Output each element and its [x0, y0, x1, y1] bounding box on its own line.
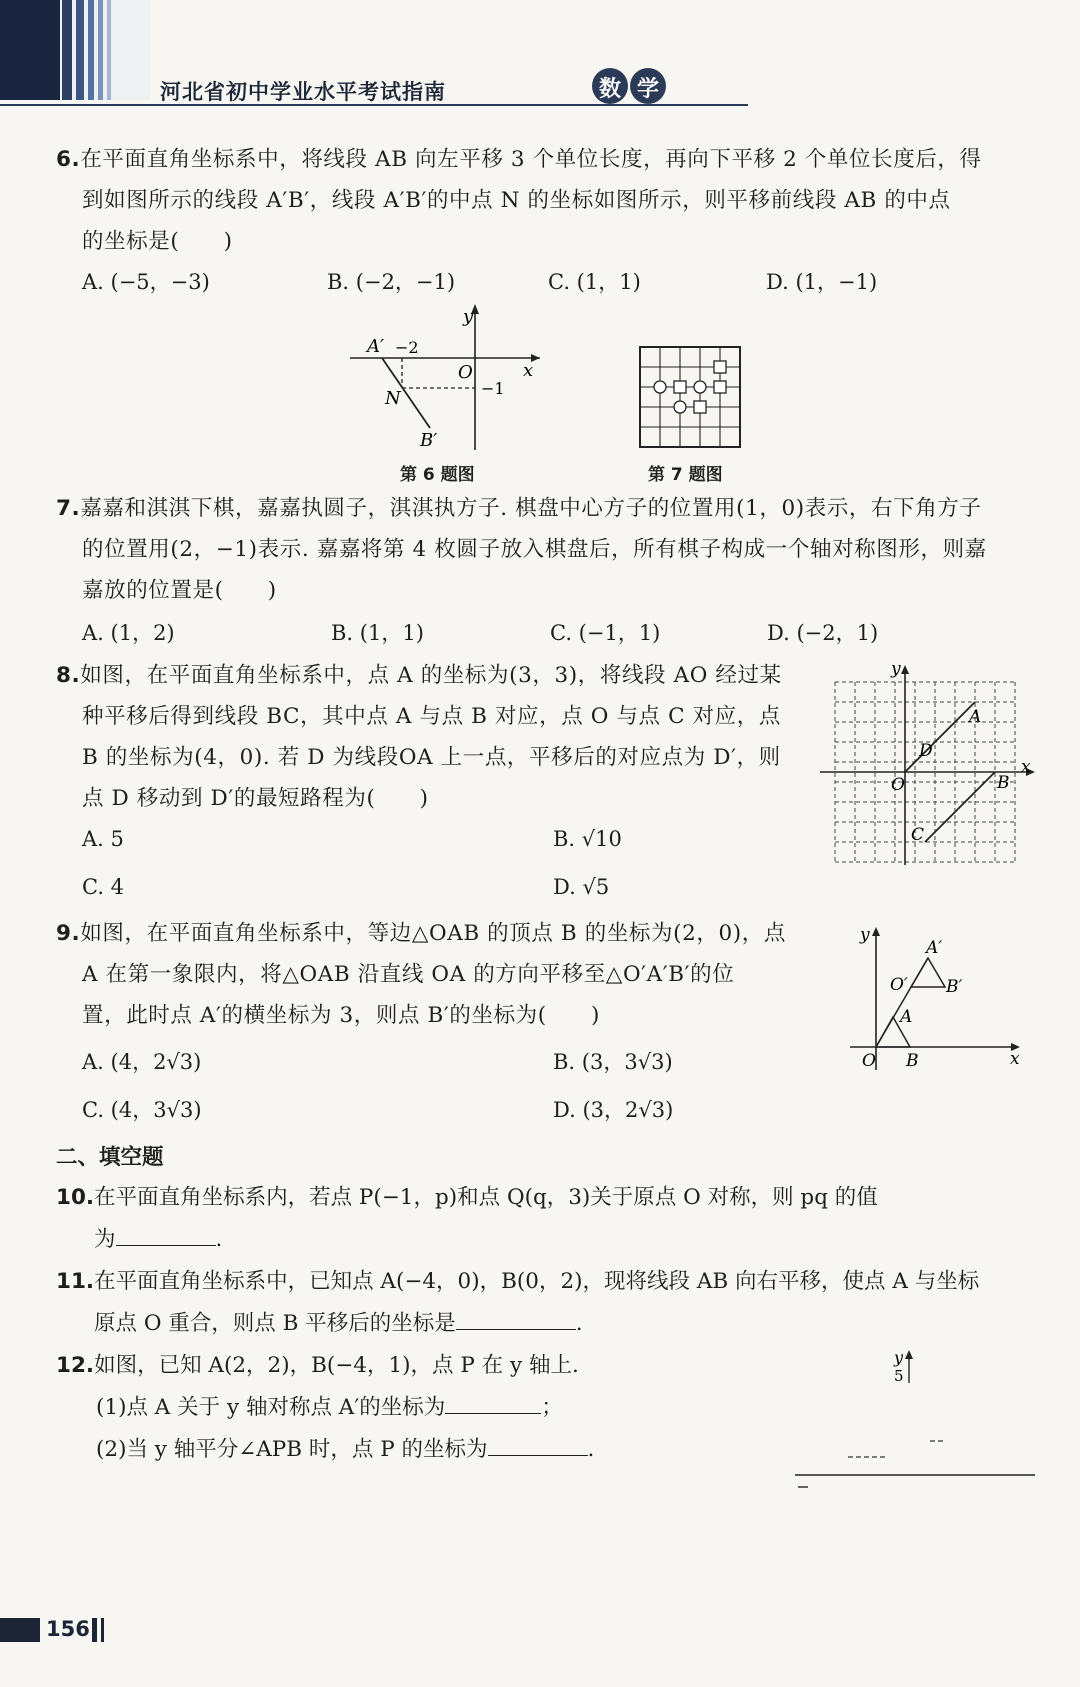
q7-number: 7.	[56, 496, 81, 521]
chess-square-piece	[714, 361, 726, 373]
fig6-b-prime-label: B′	[420, 430, 438, 451]
section-fill-in-heading: 二、填空题	[56, 1145, 164, 1170]
question-6	[56, 139, 1046, 262]
fig9-o-label: O	[862, 1051, 876, 1071]
q9-figure	[850, 920, 1030, 1075]
fig6-y-label: y	[463, 306, 474, 327]
q9-number: 9.	[56, 921, 81, 946]
q8-line-4: 点 D 移动到 D′的最短路程为( )	[82, 786, 429, 811]
q9-option-c: C. (4，3√3)	[82, 1098, 202, 1122]
question-10-line-1	[56, 1180, 878, 1211]
q9-line-1: 如图，在平面直角坐标系中，等边△OAB 的顶点 B 的坐标为(2，0)，点	[80, 921, 786, 946]
q8-line-2: 种平移后得到线段 BC，其中点 A 与点 B 对应，点 O 与点 C 对应，点	[82, 704, 781, 729]
q11-text-1: 在平面直角坐标系中，已知点 A(−4，0)，B(0，2)，现将线段 AB 向右平移，使点 A 与坐标	[94, 1269, 980, 1294]
q9-option-b: B. (3，3√3)	[553, 1050, 673, 1074]
fig8-d-label: D	[919, 741, 933, 761]
header-title: 河北省初中学业水平考试指南	[160, 80, 446, 104]
q7-line-1: 嘉嘉和淇淇下棋，嘉嘉执圆子，淇淇执方子. 棋盘中心方子的位置用(1，0)表示，右下角方子	[80, 496, 982, 521]
q8-option-c: C. 4	[82, 875, 125, 899]
q8-option-a: A. 5	[82, 827, 124, 851]
q8-figure	[815, 660, 1040, 870]
fig6-a-prime-label: A′	[367, 336, 385, 357]
q6-line-1: 在平面直角坐标系中，将线段 AB 向左平移 3 个单位长度，再向下平移 2 个单位长度后，得	[80, 147, 982, 172]
fig8-c-label: C	[911, 825, 925, 845]
fig6-neg2-label: −2	[395, 338, 419, 357]
q7-option-a: A. (1，2)	[82, 621, 175, 645]
q6-number: 6.	[56, 147, 81, 172]
q7-option-d: D. (−2，1)	[767, 621, 879, 645]
q10-text-1: 在平面直角坐标系内，若点 P(−1，p)和点 Q(q，3)关于原点 O 对称，则 pq 的值	[94, 1185, 878, 1210]
q12-sub2-text: (2)当 y 轴平分∠APB 时，点 P 的坐标为	[96, 1437, 488, 1462]
footer-bar	[0, 1618, 40, 1642]
q11-number: 11.	[56, 1269, 95, 1294]
fig9-b-label: B	[906, 1051, 919, 1071]
q10-answer-blank[interactable]	[116, 1225, 216, 1246]
q12-sub1-answer-blank[interactable]	[445, 1393, 541, 1414]
q7-option-c: C. (−1，1)	[550, 621, 661, 645]
chess-round-piece	[694, 381, 706, 393]
fig12-tick-5-label: 5	[894, 1367, 904, 1385]
fig9-a-prime-label: A′	[926, 938, 943, 958]
q6-line-2: 到如图所示的线段 A′B′，线段 A′B′的中点 N 的坐标如图所示，则平移前线段 AB 的中点	[82, 188, 951, 213]
fig8-y-label: y	[891, 660, 901, 679]
header-stripes	[0, 0, 150, 100]
q11-answer-blank[interactable]	[456, 1309, 576, 1330]
q8-option-d: D. √5	[553, 875, 610, 899]
fig9-b-prime-label: B′	[946, 977, 963, 997]
q11-text-2-end: .	[575, 1311, 583, 1336]
question-8	[56, 655, 816, 819]
subject-badge	[590, 66, 670, 106]
footer-tick-1	[92, 1618, 97, 1642]
fig6-n-label: N	[385, 388, 401, 409]
subject-char-2: 学	[637, 77, 660, 102]
q12-sub2-end: .	[587, 1437, 595, 1462]
q8-number: 8.	[56, 663, 81, 688]
question-7	[56, 488, 1046, 611]
chess-square-piece	[674, 381, 686, 393]
q12-number: 12.	[56, 1353, 95, 1378]
fig8-x-label: x	[1021, 757, 1031, 777]
q7-option-b: B. (1，1)	[331, 621, 424, 645]
q8-line-1: 如图，在平面直角坐标系中，点 A 的坐标为(3，3)，将线段 AO 经过某	[80, 663, 782, 688]
question-9	[56, 913, 856, 1036]
fig9-y-label: y	[860, 925, 870, 945]
q6-figure-caption: 第 6 题图	[400, 465, 475, 485]
q12-text-1: 如图，已知 A(2，2)，B(−4，1)，点 P 在 y 轴上.	[94, 1353, 579, 1378]
q6-line-3: 的坐标是( )	[82, 229, 233, 254]
q8-option-b: B. √10	[553, 827, 622, 851]
chess-round-piece	[654, 381, 666, 393]
chess-round-piece	[674, 401, 686, 413]
q6-option-a: A. (−5，−3)	[82, 270, 210, 294]
q6-option-c: C. (1，1)	[548, 270, 641, 294]
page-number: 156	[46, 1617, 90, 1641]
q10-text-2: 为	[94, 1227, 116, 1252]
q10-number: 10.	[56, 1185, 95, 1210]
question-12-sub-1	[96, 1390, 563, 1421]
fig12-y-label: y	[894, 1348, 904, 1367]
q6-option-d: D. (1，−1)	[766, 270, 878, 294]
question-12-sub-2	[96, 1432, 594, 1463]
question-12-line-1	[56, 1348, 579, 1379]
fig8-b-label: B	[997, 773, 1010, 793]
q9-line-3: 置，此时点 A′的横坐标为 3，则点 B′的坐标为( )	[82, 1003, 600, 1028]
fig6-x-label: x	[523, 360, 534, 381]
q9-option-a: A. (4，2√3)	[82, 1050, 202, 1074]
q8-line-3: B 的坐标为(4，0). 若 D 为线段OA 上一点，平移后的对应点为 D′，则	[82, 745, 781, 770]
q9-line-2: A 在第一象限内，将△OAB 沿直线 OA 的方向平移至△O′A′B′的位	[82, 962, 735, 987]
fig9-x-label: x	[1010, 1049, 1020, 1069]
q10-text-2-end: .	[215, 1227, 223, 1252]
q12-sub1-text: (1)点 A 关于 y 轴对称点 A′的坐标为	[96, 1395, 446, 1420]
question-10-line-2	[94, 1222, 222, 1253]
fig8-o-label: O	[891, 775, 905, 795]
fig9-o-prime-label: O′	[890, 975, 908, 995]
q7-line-2: 的位置用(2，−1)表示. 嘉嘉将第 4 枚圆子放入棋盘后，所有棋子构成一个轴对称图形，则嘉	[82, 537, 987, 562]
footer-tick-2	[101, 1618, 104, 1642]
chess-square-piece	[714, 381, 726, 393]
q7-figure	[638, 345, 742, 449]
q7-figure-caption: 第 7 题图	[648, 465, 723, 485]
q12-figure	[790, 1335, 1040, 1495]
fig6-neg1-label: −1	[481, 379, 505, 398]
q9-option-d: D. (3，2√3)	[553, 1098, 674, 1122]
q7-line-3: 嘉放的位置是( )	[82, 578, 277, 603]
fig8-a-label: A	[969, 707, 982, 727]
subject-char-1: 数	[599, 77, 622, 102]
chess-square-piece	[694, 401, 706, 413]
q11-text-2: 原点 O 重合，则点 B 平移后的坐标是	[94, 1311, 456, 1336]
fig9-a-label: A	[900, 1007, 913, 1027]
fig6-origin-label: O	[458, 362, 473, 383]
question-11-line-1	[56, 1264, 979, 1295]
q12-sub1-end: ；	[541, 1395, 563, 1420]
question-11-line-2	[94, 1306, 583, 1337]
q12-sub2-answer-blank[interactable]	[488, 1435, 588, 1456]
q6-figure	[345, 300, 545, 460]
q6-option-b: B. (−2，−1)	[327, 270, 456, 294]
